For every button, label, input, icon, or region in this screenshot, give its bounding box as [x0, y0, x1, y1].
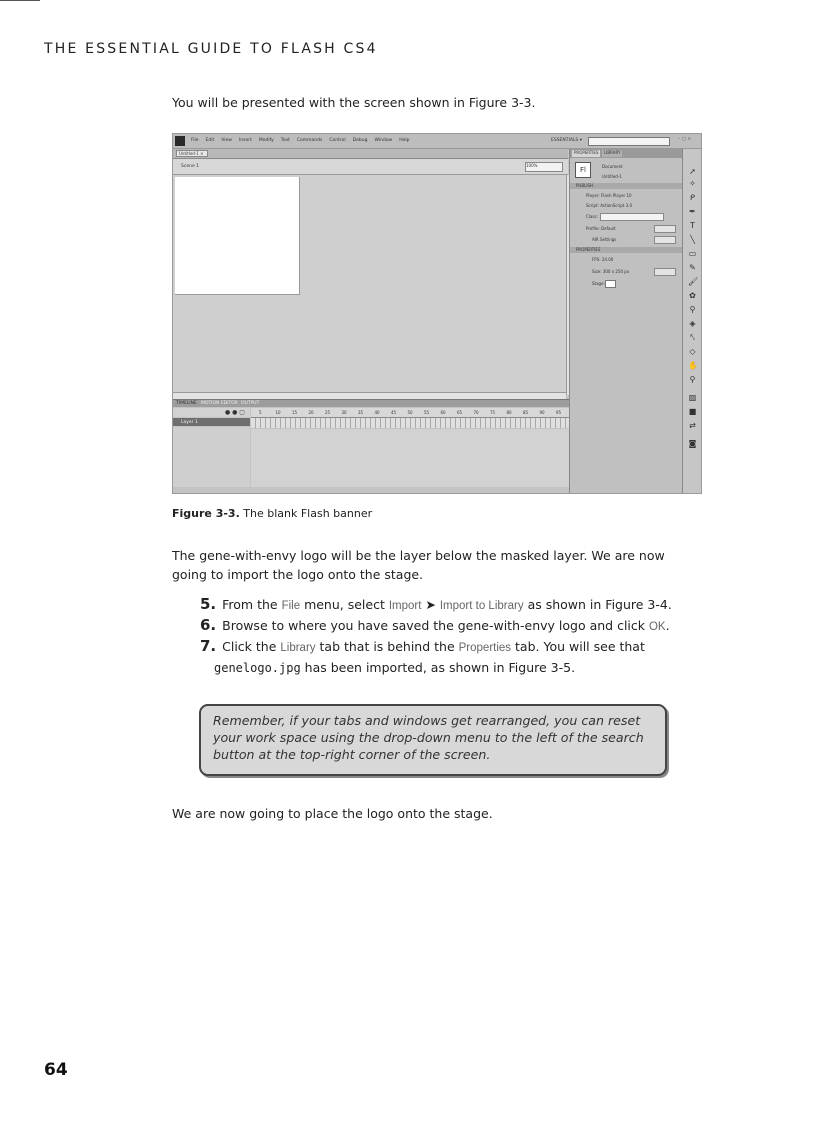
- layer-header: [173, 408, 250, 417]
- step-6: [200, 616, 700, 637]
- frame-number: 75: [490, 410, 496, 415]
- document-icon: Fl: [575, 162, 591, 178]
- stroke-color-icon: ▨: [688, 393, 697, 402]
- menu-items: [191, 138, 409, 143]
- lasso-tool-icon: ᑭ: [689, 193, 696, 202]
- eraser-tool-icon: ◇: [689, 347, 696, 356]
- air-edit-button: [654, 236, 676, 244]
- frame-number: 70: [473, 410, 479, 415]
- step-text: tab. You will see that: [511, 639, 645, 654]
- frame-number: 20: [308, 410, 314, 415]
- tab-library: LIBRARY: [604, 150, 621, 155]
- step-number: 7.: [200, 637, 217, 655]
- hand-tool-icon: ✋: [688, 361, 698, 370]
- stage-color-swatch: [605, 280, 616, 288]
- frame-ruler: [251, 408, 572, 418]
- panel-tabs: [570, 149, 682, 158]
- step-text: .: [665, 618, 670, 633]
- properties-panel: [569, 149, 682, 493]
- step-list: [200, 595, 700, 678]
- step-number: 6.: [200, 616, 217, 634]
- menu-bar: [173, 134, 701, 149]
- search-field: [588, 137, 670, 146]
- frame-number: 25: [325, 410, 331, 415]
- menu-modify: Modify: [258, 138, 274, 143]
- frame-number: 95: [556, 410, 562, 415]
- top-rule: [0, 0, 40, 1]
- intro-paragraph: You will be presented with the screen shown in Figure 3-3.: [172, 95, 536, 110]
- frame-number: 50: [407, 410, 413, 415]
- step-text: tab that is behind the: [315, 639, 459, 654]
- ui-term: OK: [648, 621, 666, 633]
- tab-motion-editor: MOTION EDITOR: [201, 401, 238, 406]
- menu-edit: Edit: [205, 138, 215, 143]
- scene-label: Scene 1: [181, 164, 200, 169]
- stage: [175, 177, 300, 295]
- bone-tool-icon: ⚲: [689, 305, 696, 314]
- paint-bucket-icon: ◈: [689, 319, 696, 328]
- properties-section-header: PROPERTIES: [570, 247, 682, 253]
- frame-number: 45: [391, 410, 397, 415]
- menu-view: View: [221, 138, 232, 143]
- doc-name: Untitled-1: [602, 174, 622, 179]
- class-field: [600, 213, 664, 221]
- frame-number: 90: [539, 410, 545, 415]
- frame-number: 65: [457, 410, 463, 415]
- zoom-select: 100%: [525, 162, 563, 172]
- eyedropper-icon: ⤣: [690, 333, 695, 342]
- caption-text: The blank Flash banner: [239, 507, 373, 520]
- figure-caption: [172, 507, 372, 520]
- frame-number: 80: [506, 410, 512, 415]
- timeline-tabs: [173, 400, 572, 407]
- stage-label: Stage:: [592, 281, 605, 286]
- pasteboard: [173, 175, 566, 392]
- step-text: has been imported, as shown in Figure 3-5.: [300, 660, 576, 675]
- menu-text: Text: [280, 138, 290, 143]
- menu-commands: Commands: [296, 138, 323, 143]
- paragraph-1: The gene-with-envy logo will be the layer below the masked layer. We are now going to import the logo onto the stage.: [172, 548, 665, 582]
- step-text: From the: [222, 597, 282, 612]
- brush-tool-icon: 🖌: [688, 277, 699, 286]
- menu-debug: Debug: [352, 138, 368, 143]
- tab-timeline: TIMELINE: [176, 401, 197, 406]
- tools-panel: [682, 149, 702, 493]
- zoom-tool-icon: ⚲: [689, 375, 696, 384]
- figure-screenshot: [172, 133, 702, 494]
- deco-tool-icon: ✿: [689, 291, 696, 300]
- ui-term: Properties: [458, 642, 512, 654]
- tab-properties: PROPERTIES: [574, 150, 599, 155]
- ui-term: File: [281, 600, 301, 612]
- fill-color-icon: ■: [688, 407, 697, 416]
- workspace-switcher: ESSENTIALS ▾: [551, 138, 582, 143]
- layer-list-empty: [173, 427, 250, 487]
- rectangle-tool-icon: ▭: [688, 249, 697, 258]
- subselection-tool-icon: ✧: [689, 179, 696, 188]
- frame-number: 5: [259, 410, 262, 415]
- frame-track: [251, 418, 572, 428]
- ui-term: Import to Library: [439, 600, 524, 612]
- fps-value: FPS: 24.00: [592, 257, 614, 262]
- ui-term: Library: [280, 642, 316, 654]
- menu-control: Control: [329, 138, 346, 143]
- frame-number: 40: [374, 410, 380, 415]
- step-text: Click the: [222, 639, 281, 654]
- profile-value: Profile: Default: [586, 226, 616, 231]
- flash-logo-icon: [175, 136, 185, 146]
- size-edit-button: [654, 268, 676, 276]
- frame-number: 10: [275, 410, 281, 415]
- publish-section-header: PUBLISH: [570, 183, 682, 189]
- code-filename: genelogo.jpg: [214, 661, 301, 675]
- pencil-tool-icon: ✎: [689, 263, 696, 272]
- page-number: 64: [44, 1060, 68, 1080]
- script-value: Script: ActionScript 3.0: [586, 203, 632, 208]
- frame-number: 85: [523, 410, 529, 415]
- horizontal-scrollbar: [173, 392, 566, 399]
- layer-row: [173, 418, 250, 426]
- step-5: [200, 595, 700, 616]
- air-settings-label: AIR Settings: [592, 237, 617, 242]
- scene-bar: [173, 159, 568, 175]
- snap-icon: ◙: [688, 439, 697, 448]
- frame-number: 60: [440, 410, 446, 415]
- frame-number: 55: [424, 410, 430, 415]
- step-number: 5.: [200, 595, 217, 613]
- selection-tool-icon: ➚: [689, 167, 696, 176]
- step-text: as shown in Figure 3-4.: [523, 597, 672, 612]
- document-tab-strip: [173, 149, 568, 159]
- line-tool-icon: ╲: [690, 235, 695, 244]
- profile-edit-button: [654, 225, 676, 233]
- tab-output: OUTPUT: [241, 401, 260, 406]
- step-7: [200, 637, 700, 678]
- layer-visibility-icons: ● ● ▢: [225, 409, 245, 416]
- step-text: Browse to where you have saved the gene-with-envy logo and click: [222, 618, 649, 633]
- paragraph-2: We are now going to place the logo onto the stage.: [172, 806, 493, 821]
- menu-insert: Insert: [238, 138, 252, 143]
- swap-colors-icon: ⇄: [689, 421, 696, 430]
- arrow-icon: ➤: [421, 597, 440, 612]
- timeline-panel: [173, 399, 572, 494]
- tip-box: Remember, if your tabs and windows get rearranged, you can reset your work space using the drop-down menu to the left of the search button at the top-right corner of the screen.: [199, 704, 667, 776]
- step-text: menu, select: [300, 597, 389, 612]
- player-value: Player: Flash Player 10: [586, 193, 632, 198]
- caption-label: Figure 3-3.: [172, 507, 240, 520]
- text-tool-icon: T: [690, 221, 695, 230]
- menu-help: Help: [399, 138, 410, 143]
- layer-name: Layer 1: [181, 420, 198, 425]
- doc-type: Document: [602, 164, 623, 169]
- size-value: Size: 300 x 250 px: [592, 269, 630, 274]
- menu-window: Window: [374, 138, 393, 143]
- running-head: THE ESSENTIAL GUIDE TO FLASH CS4: [44, 41, 378, 57]
- frame-number: 30: [341, 410, 347, 415]
- window-controls-icon: – ▢ ×: [678, 137, 692, 142]
- menu-file: File: [191, 138, 199, 143]
- document-tab: Untitled-1 ×: [176, 150, 208, 157]
- class-label: Class:: [586, 214, 598, 219]
- frame-number: 35: [358, 410, 364, 415]
- frame-area-empty: [251, 429, 572, 487]
- ui-term: Import: [388, 600, 422, 612]
- frame-number: 15: [292, 410, 298, 415]
- pen-tool-icon: ✒: [689, 207, 696, 216]
